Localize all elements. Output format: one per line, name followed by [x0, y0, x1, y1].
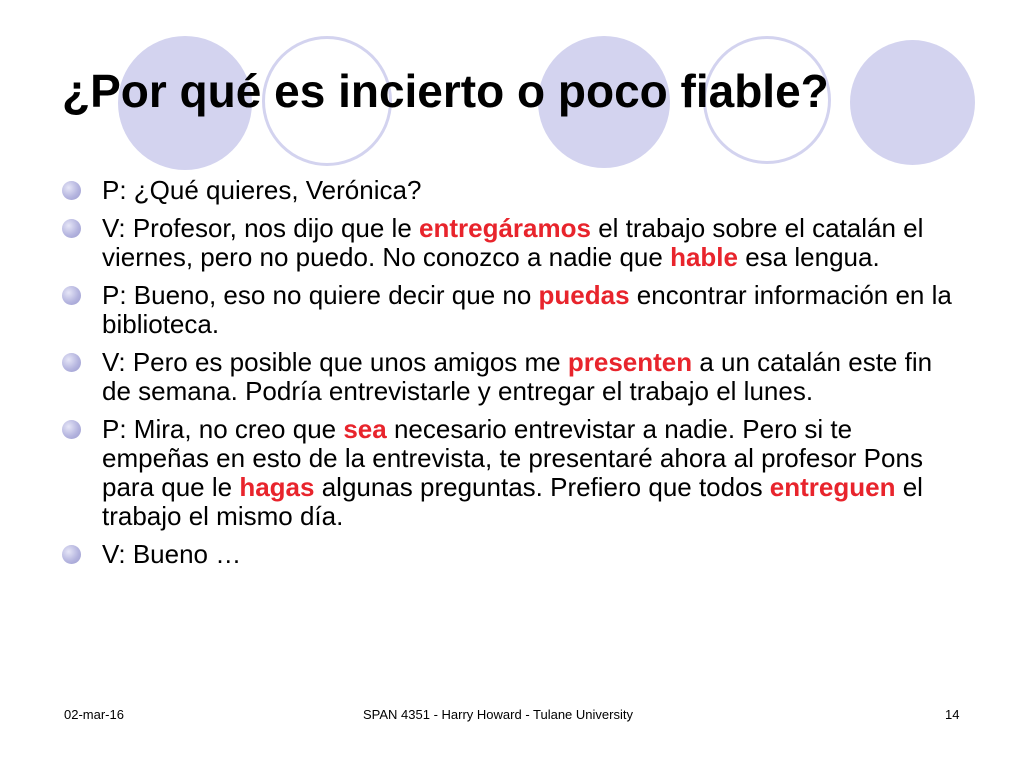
- bullet-text: P: ¿Qué quieres, Verónica?: [102, 175, 422, 205]
- bullet-text: V: Bueno …: [102, 539, 242, 569]
- bullet-dot-icon: [62, 181, 81, 200]
- bullet-dot-icon: [62, 219, 81, 238]
- bullet-list: [62, 176, 962, 578]
- bullet-text: el trabajo el mismo día.: [102, 472, 923, 531]
- slide-title: ¿Por qué es incierto o poco fiable?: [62, 65, 829, 117]
- bullet-item: [62, 214, 962, 272]
- highlighted-verb: hable: [670, 242, 738, 272]
- bullet-text: encontrar información en la biblioteca.: [102, 280, 952, 339]
- bullet-text: V: Profesor, nos dijo que le: [102, 213, 420, 243]
- footer-course: SPAN 4351 - Harry Howard - Tulane University: [363, 707, 633, 722]
- highlighted-verb: hagas: [239, 472, 315, 502]
- bullet-item: [62, 281, 962, 339]
- bullet-text: algunas preguntas. Prefiero que todos: [314, 472, 770, 502]
- bullet-text: esa lengua.: [738, 242, 880, 272]
- bullet-dot-icon: [62, 420, 81, 439]
- bullet-item: [62, 415, 962, 531]
- bullet-dot-icon: [62, 353, 81, 372]
- footer-page-number: 14: [945, 707, 960, 722]
- bullet-text: necesario entrevistar a nadie. Pero si te empeñas en esto de la entrevista, te presentaré ahora al profesor Pons para que le: [102, 414, 923, 502]
- highlighted-verb: entreguen: [769, 472, 896, 502]
- highlighted-verb: presenten: [567, 347, 693, 377]
- bullet-text: P: Mira, no creo que: [102, 414, 344, 444]
- highlighted-verb: entregáramos: [419, 213, 591, 243]
- bullet-text: P: Bueno, eso no quiere decir que no: [102, 280, 539, 310]
- highlighted-verb: puedas: [538, 280, 630, 310]
- decorative-circle: [850, 40, 975, 165]
- bullet-dot-icon: [62, 545, 81, 564]
- bullet-dot-icon: [62, 286, 81, 305]
- bullet-item: [62, 176, 962, 205]
- bullet-text: V: Pero es posible que unos amigos me: [102, 347, 568, 377]
- bullet-item: [62, 540, 962, 569]
- bullet-text: a un catalán este fin de semana. Podría entrevistarle y entregar el trabajo el lunes.: [102, 347, 933, 406]
- bullet-text: el trabajo sobre el catalán el viernes, pero no puedo. No conozco a nadie que: [102, 213, 924, 272]
- footer-date: 02-mar-16: [64, 707, 124, 722]
- highlighted-verb: sea: [343, 414, 387, 444]
- bullet-item: [62, 348, 962, 406]
